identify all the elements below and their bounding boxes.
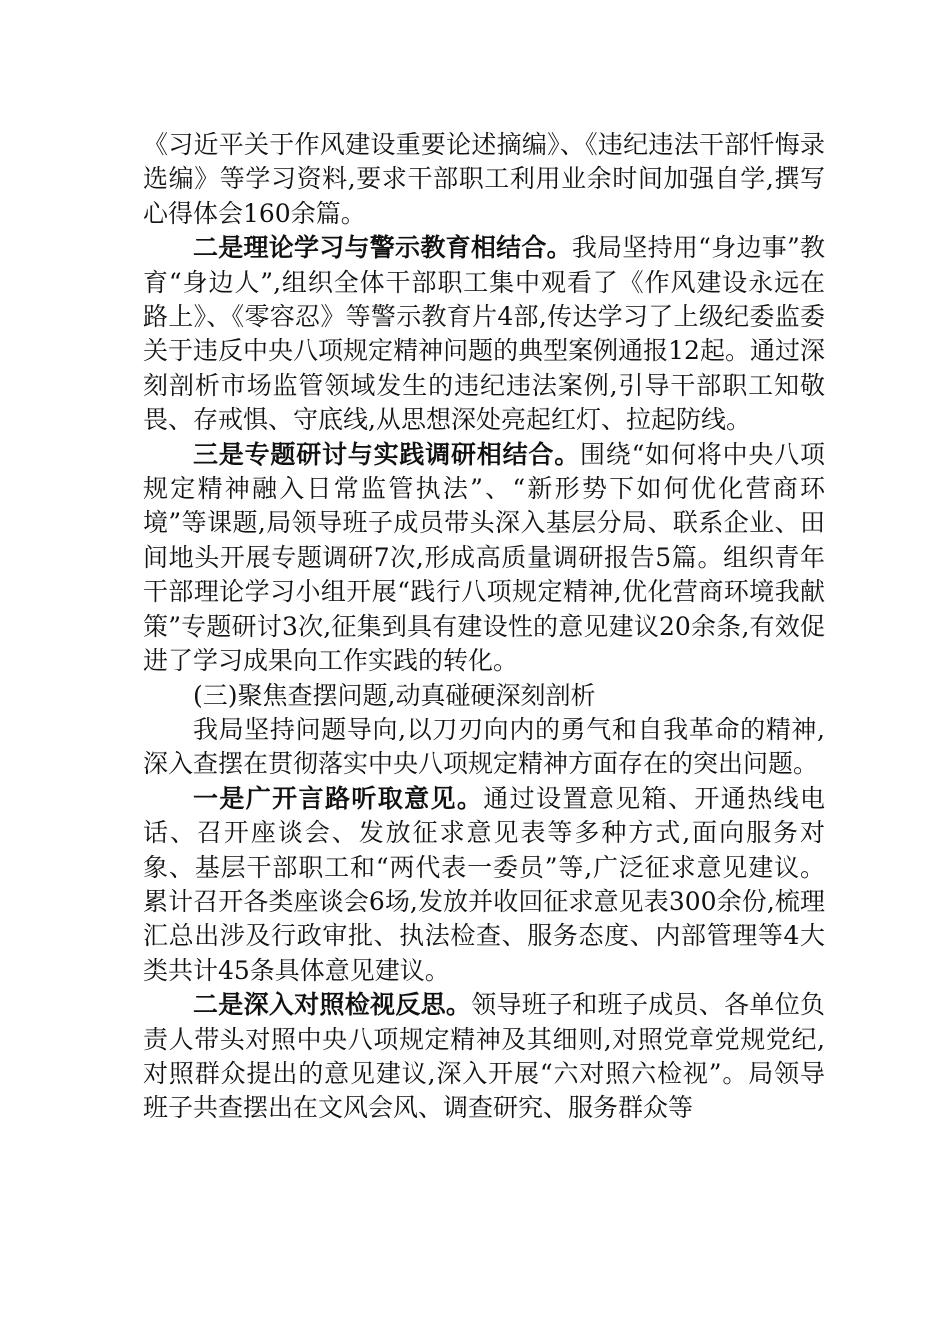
section-heading-text: (三)聚焦查摆问题,动真碰硬深刻剖析 — [193, 680, 596, 710]
paragraph-text: 通过设置意见箱、开通热线电话、召开座谈会、发放征求意见表等多种方式,面向服务对象、基层干部职工和“两代表一委员”等,广泛征求意见建议。累计召开各类座谈会6场,发放并收回征求意见表300余份,梳理汇总出涉及行政审批、执法检查、服务态度、内部管理等4大类共计45条具体意见建议。 — [143, 783, 825, 985]
paragraph-text: 我局坚持问题导向,以刀刃向内的勇气和自我革命的精神,深入查摆在贯彻落实中央八项规定精神方面存在的突出问题。 — [143, 714, 825, 779]
paragraph-study-materials — [143, 128, 825, 231]
paragraph-lead: 三是专题研讨与实践调研相结合。 — [193, 439, 580, 469]
section-heading — [143, 679, 825, 713]
paragraph-text: 《习近平关于作风建设重要论述摘编》、《违纪违法干部忏悔录选编》等学习资料,要求干部职工利用业余时间加强自学,撰写心得体会160余篇。 — [143, 130, 825, 228]
paragraph-listen-opinions — [143, 782, 825, 988]
paragraph-lead: 二是理论学习与警示教育相结合。 — [193, 233, 572, 263]
paragraph-theory-warning — [143, 231, 825, 437]
paragraph-problem-orientation — [143, 713, 825, 782]
paragraph-research-practice — [143, 438, 825, 679]
paragraph-text: 围绕“如何将中央八项规定精神融入日常监管执法”、“新形势下如何优化营商环境”等课题,局领导班子成员带头深入基层分局、联系企业、田间地头开展专题调研7次,形成高质量调研报告5篇。组织青年干部理论学习小组开展“践行八项规定精神,优化营商环境我献策”专题研讨3次,征集到具有建设性的意见建议20余条,有效促进了学习成果向工作实践的转化。 — [143, 439, 825, 676]
paragraph-self-inspection — [143, 988, 825, 1126]
document-page — [143, 128, 825, 1126]
paragraph-lead: 一是广开言路听取意见。 — [193, 783, 484, 813]
paragraph-text: 领导班子和班子成员、各单位负责人带头对照中央八项规定精神及其细则,对照党章党规党纪,对照群众提出的意见建议,深入开展“六对照六检视”。局领导班子共查摆出在文风会风、调查研究、服务群众等 — [143, 990, 825, 1123]
paragraph-text: 我局坚持用“身边事”教育“身边人”,组织全体干部职工集中观看了《作风建设永远在路上》、《零容忍》等警示教育片4部,传达学习了上级纪委监委关于违反中央八项规定精神问题的典型案例通报12起。通过深刻剖析市场监管领域发生的违纪违法案例,引导干部职工知敬畏、存戒惧、守底线,从思想深处亮起红灯、拉起防线。 — [143, 233, 825, 435]
paragraph-lead: 二是深入对照检视反思。 — [193, 990, 472, 1020]
